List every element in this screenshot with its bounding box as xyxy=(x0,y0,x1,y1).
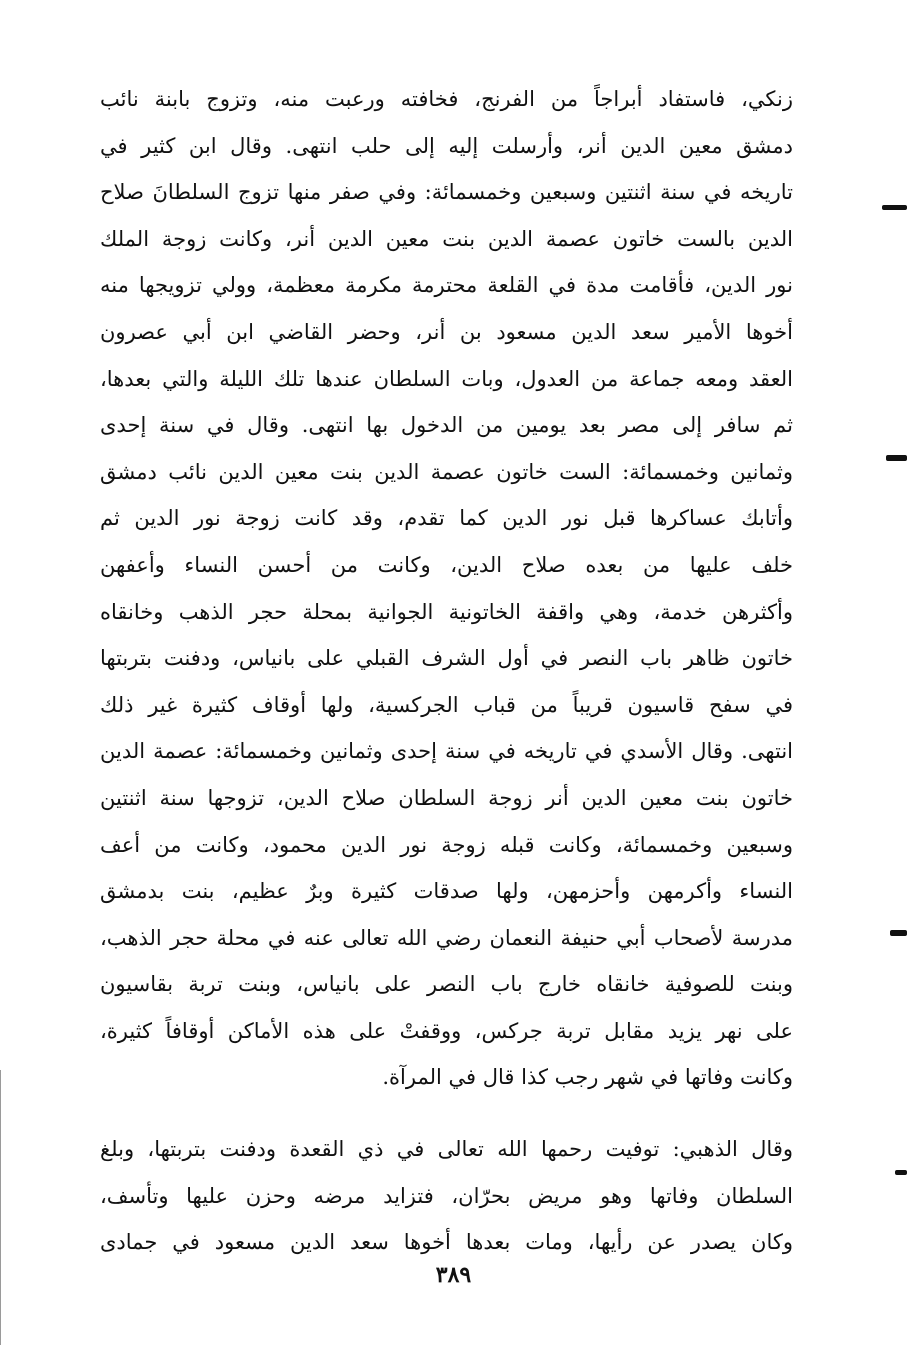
scan-edge-line xyxy=(0,1070,1,1345)
text-line: خاتون بنت معين الدين أنر زوجة السلطان صلاح الدين، تزوجها سنة اثنتين xyxy=(100,785,793,810)
text-line: وأتابك عساكرها قبل نور الدين كما تقدم، وقد كانت زوجة نور الدين ثم xyxy=(100,506,793,531)
margin-ink-mark xyxy=(882,205,907,210)
text-line: وبنت للصوفية خانقاه خارج باب النصر على بانياس، وبنت تربة بقاسيون xyxy=(100,972,793,997)
text-line: الدين بالست خاتون عصمة الدين بنت معين الدين أنر، وكانت زوجة الملك xyxy=(100,226,793,251)
text-line: وكانت وفاتها في شهر رجب كذا قال في المرآة. xyxy=(382,1065,793,1090)
text-line: وأكثرهن خدمة، وهي واقفة الخاتونية الجوانية بمحلة حجر الذهب وخانقاه xyxy=(100,599,793,624)
margin-ink-mark xyxy=(886,455,907,461)
text-line: في سفح قاسيون قريباً من قباب الجركسية، ولها أوقاف كثيرة غير ذلك xyxy=(100,692,793,717)
margin-ink-mark xyxy=(895,1170,907,1175)
text-line: دمشق معين الدين أنر، وأرسلت إليه إلى حلب انتهى. وقال ابن كثير في xyxy=(100,133,793,158)
text-line: ثم سافر إلى مصر بعد يومين من الدخول بها انتهى. وقال في سنة إحدى xyxy=(100,413,793,438)
margin-ink-mark xyxy=(890,930,907,936)
text-line: السلطان وفاتها وهو مريض بحرّان، فتزايد مرضه وحزن عليها وتأسف، xyxy=(100,1183,793,1208)
text-line: وسبعين وخمسمائة، وكانت قبله زوجة نور الدين محمود، وكانت من أعف xyxy=(100,832,793,857)
text-line: نور الدين، فأقامت مدة في القلعة محترمة مكرمة معظمة، وولي تزويجها منه xyxy=(100,273,793,298)
text-line: خلف عليها من بعده صلاح الدين، وكانت من أحسن النساء وأعفهن xyxy=(100,552,793,577)
text-line: مدرسة لأصحاب أبي حنيفة النعمان رضي الله تعالى عنه في محلة حجر الذهب، xyxy=(100,925,793,950)
text-line: تاريخه في سنة اثنتين وسبعين وخمسمائة: وفي صفر منها تزوج السلطانَ صلاح xyxy=(100,180,793,205)
text-line: خاتون ظاهر باب النصر في أول الشرف القبلي على بانياس، ودفنت بتربتها xyxy=(100,646,793,671)
text-line: النساء وأكرمهن وأحزمهن، ولها صدقات كثيرة وبرٌ عظيم، بنت بدمشق xyxy=(100,879,793,904)
text-line: على نهر يزيد مقابل تربة جركس، ووقفتْ على هذه الأماكن أوقافاً كثيرة، xyxy=(100,1018,793,1043)
paragraph-main xyxy=(100,76,793,1101)
text-line: زنكي، فاستفاد أبراجاً من الفرنج، فخافته ورعبت منه، وتزوج بابنة نائب xyxy=(100,87,793,111)
text-line: وكان يصدر عن رأيها، ومات بعدها أخوها سعد الدين مسعود في جمادى xyxy=(100,1230,793,1255)
page-number: ٣٨٩ xyxy=(435,1262,472,1288)
text-line: أخوها الأمير سعد الدين مسعود بن أنر، وحضر القاضي ابن أبي عصرون xyxy=(100,319,793,344)
text-line: انتهى. وقال الأسدي في تاريخه في سنة إحدى وثمانين وخمسمائة: عصمة الدين xyxy=(100,739,793,764)
text-line: وقال الذهبي: توفيت رحمها الله تعالى في ذي القعدة ودفنت بتربتها، وبلغ xyxy=(100,1137,793,1161)
text-line: وثمانين وخمسمائة: الست خاتون عصمة الدين بنت معين الدين نائب دمشق xyxy=(100,459,793,484)
text-line: العقد ومعه جماعة من العدول، وبات السلطان عندها تلك الليلة والتي بعدها، xyxy=(100,366,793,391)
paragraph-dhahabi xyxy=(100,1126,793,1266)
